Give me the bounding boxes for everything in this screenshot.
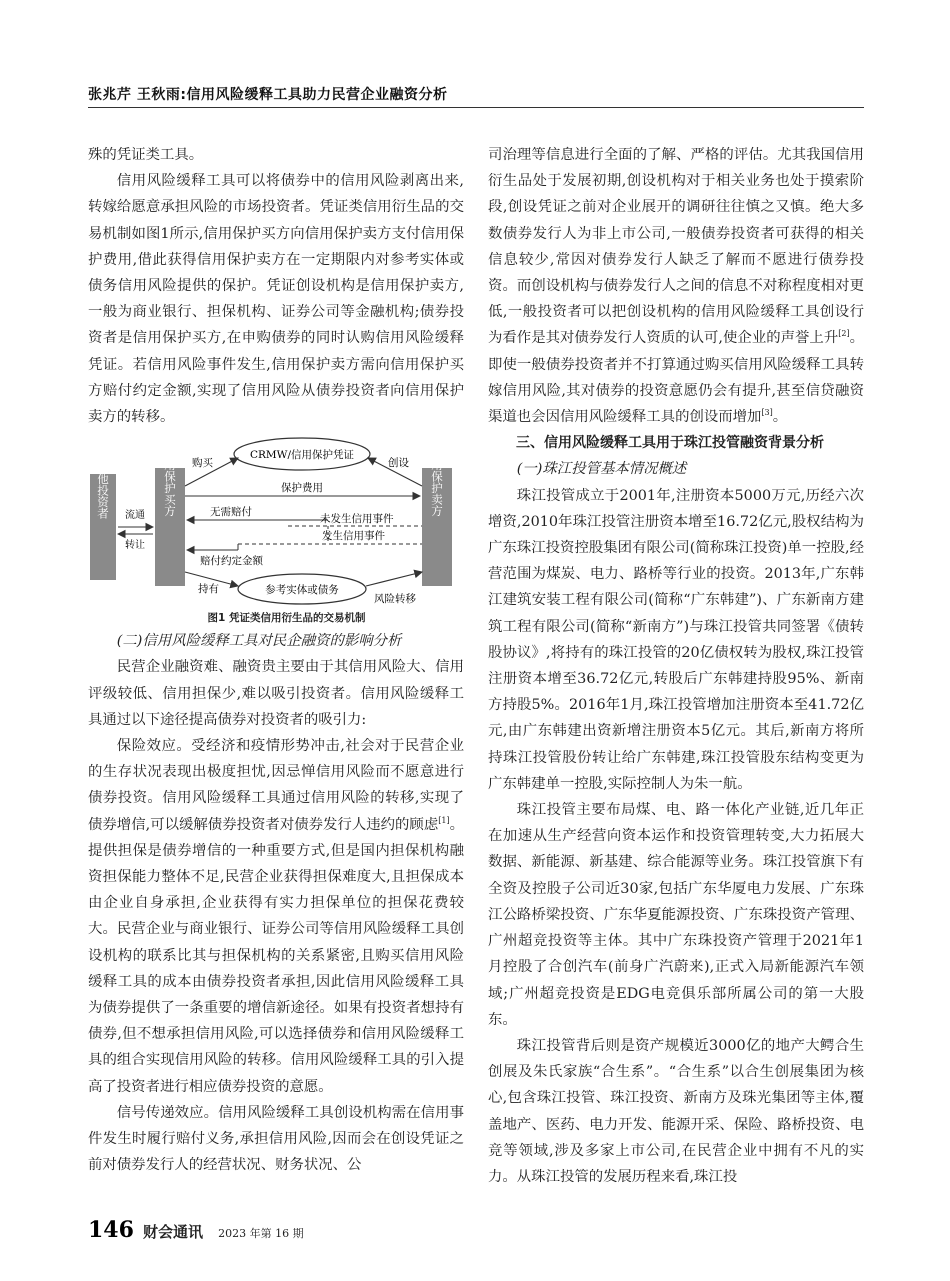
citation: [2] bbox=[838, 329, 850, 339]
protection-fee-label: 保护费用 bbox=[281, 482, 323, 495]
buy-label: 购买 bbox=[192, 457, 213, 470]
paragraph: 信用风险缓释工具可以将债券中的信用风险剥离出来,转嫁给愿意承担风险的市场投资者。凭证类信用衍生品的交易机制如图1所示,信用保护买方向信用保护卖方支付信用保护费用,借此获得信用保护卖方在一定期限内对参考实体或债务信用风险提供的保护。凭证创设机构是信用保护卖方,一般为商业银行、担保机构、证券公司等金融机构;债券投资者是信用保护买方,在申购债券的同时认购信用风险缓释凭证。若信用风险事件发生,信用保护卖方需向信用保护买方赔付约定金额,实现了信用风险从债券投资者向信用保护卖方的转移。 bbox=[88, 173, 464, 426]
citation: [3] bbox=[761, 408, 773, 418]
credit-event-label: 发生信用事件 bbox=[322, 530, 385, 543]
no-credit-event-label: 未发生信用事件 bbox=[320, 513, 394, 526]
paragraph: 信号传递效应。信用风险缓释工具创设机构需在信用事件发生时履行赔付义务,承担信用风险,因而会在创设凭证之前对债券发行人的经营状况、财务状况、公 bbox=[88, 1104, 464, 1174]
figure-caption: 图1 凭证类信用衍生品的交易机制 bbox=[207, 612, 366, 625]
figure-1 bbox=[88, 434, 464, 606]
other-investors-label: 其他投资者 bbox=[96, 461, 110, 519]
transaction-diagram bbox=[88, 434, 464, 606]
running-header: 张兆芹 王秋雨:信用风险缓释工具助力民营企业融资分析 bbox=[88, 87, 448, 103]
risk-transfer-label: 风险转移 bbox=[374, 593, 416, 606]
paragraph: 司治理等信息进行全面的了解、严格的评估。尤其我国信用衍生品处于发展初期,创设机构对于相关业务也处于摸索阶段,创设凭证之前对企业展开的调研往往慎之又慎。绝大多数债券发行人为非上市公司,一般债券投资者可获得的相关信息较少,常因对债券发行人缺乏了解而不愿进行债券投资。而创设机构与债券发行人之间的信息不对称程度相对更低,一般投资者可以把创设机构的信用风险缓释工具创设行为看作是其对债券发行人资质的认可,使企业的声誉上升[2]。即使一般债券投资者并不打算通过购买信用风险缓释工具转嫁信用风险,其对债券的投资意愿仍会有提升,甚至信贷融资渠道也会因信用风险缓释工具的创设而增加[3]。 bbox=[488, 147, 864, 426]
hold-label: 持有 bbox=[198, 583, 219, 596]
page-footer bbox=[88, 1217, 304, 1243]
left-column bbox=[88, 142, 464, 1179]
subsection-heading: (一)珠江投管基本情况概述 bbox=[516, 461, 687, 478]
circulate-label-2: 转让 bbox=[125, 540, 145, 552]
crmw-label: CRMW/信用保护凭证 bbox=[249, 449, 355, 462]
buyer-label: 信用保护买方 bbox=[163, 447, 177, 517]
paragraph: 珠江投管主要布局煤、电、路一体化产业链,近几年正在加速从生产经营向资本运作和投资管理转变,大力拓展大数据、新能源、新基建、综合能源等业务。珠江投管旗下有全资及控股子公司近30家,包括广东华厦电力发展、广东珠江公路桥梁投资、广东华夏能源投资、广东珠投资产管理、广州超竞投资等主体。其中广东珠投资产管理于2021年1月控股了合创汽车(前身广汽蔚来),正式入局新能源汽车领域;广州超竞投资是EDG电竞俱乐部所属公司的第一大股东。 bbox=[488, 802, 864, 1028]
paragraph: 保险效应。受经济和疫情形势冲击,社会对于民营企业的生存状况表现出极度担忧,因忌惮信用风险而不愿意进行债券投资。信用风险缓释工具通过信用风险的转移,实现了债券增信,可以缓解债券投资者对债券发行人违约的顾虑[1]。提供担保是债券增信的一种重要方式,但是国内担保机构融资担保能力整体不足,民营企业获得担保难度大,且担保成本由企业自身承担,企业获得有实力担保单位的担保花费较大。民营企业与商业银行、证券公司等信用风险缓释工具创设机构的联系比其与担保机构的关系紧密,且购买信用风险缓释工具的成本由债券投资者承担,因此信用风险缓释工具为债券提供了一条重要的增信新途径。如果有投资者想持有债券,但不想承担信用风险,可以选择债券和信用风险缓释工具的组合实现信用风险的转移。信用风险缓释工具的引入提高了投资者进行相应债券投资的意愿。 bbox=[88, 738, 464, 1095]
issue-info: 2023 年第 16 期 bbox=[218, 1227, 304, 1240]
paragraph: 珠江投管背后则是资产规模近3000亿的地产大鳄合生创展及朱氏家族“合生系”。“合生系”以合生创展集团为核心,包含珠江投管、珠江投资、新南方及珠光集团等主体,覆盖地产、医药、电力开发、能源开采、保险、路桥投资、电竞等领域,涉及多家上市公司,在民营企业中拥有不凡的实力。从珠江投管的发展历程来看,珠江投 bbox=[488, 1037, 864, 1185]
no-compensation-label: 无需赔付 bbox=[210, 506, 252, 519]
paragraph: 殊的凭证类工具。 bbox=[88, 147, 204, 163]
ref-entity-label: 参考实体或债务 bbox=[265, 584, 339, 597]
right-column bbox=[488, 142, 864, 1190]
journal-name: 财会通讯 bbox=[143, 1223, 204, 1241]
subsection-heading: (二)信用风险缓释工具对民企融资的影响分析 bbox=[116, 633, 402, 650]
section-heading: 三、信用风险缓释工具用于珠江投管融资背景分析 bbox=[516, 435, 824, 452]
header-rule bbox=[88, 107, 864, 108]
paragraph: 珠江投管成立于2001年,注册资本5000万元,历经六次增资,2010年珠江投管注册资本增至16.72亿元,股权结构为广东珠江投资控股集团有限公司(简称珠江投资)单一控股,经营范围为煤炭、电力、路桥等行业的投资。2013年,广东韩江建筑安装工程有限公司(简称“广东韩建”)、广东新南方建筑工程有限公司(简称“新南方”)与珠江投管共同签署《债转股协议》,将持有的珠江投管的20亿债权转为股权,珠江投管注册资本增至36.72亿元,转股后广东韩建持股95%、新南方持股5%。2016年1月,珠江投管增加注册资本至41.72亿元,由广东韩建出资新增注册资本5亿元。其后,新南方将所持珠江投管股份转让给广东韩建,珠江投管股东结构变更为广东韩建单一控股,实际控制人为朱一航。 bbox=[488, 487, 864, 792]
seller-label: 信用保护卖方 bbox=[430, 447, 444, 517]
paragraph: 民营企业融资难、融资贵主要由于其信用风险大、信用评级较低、信用担保少,难以吸引投资者。信用风险缓释工具通过以下途径提高债券对投资者的吸引力: bbox=[88, 659, 464, 728]
page-number: 146 bbox=[88, 1217, 134, 1243]
citation: [1] bbox=[438, 815, 450, 825]
pay-amount-label: 赔付约定金额 bbox=[200, 555, 263, 568]
circulate-label-1: 流通 bbox=[125, 510, 145, 522]
create-label: 创设 bbox=[388, 457, 409, 470]
